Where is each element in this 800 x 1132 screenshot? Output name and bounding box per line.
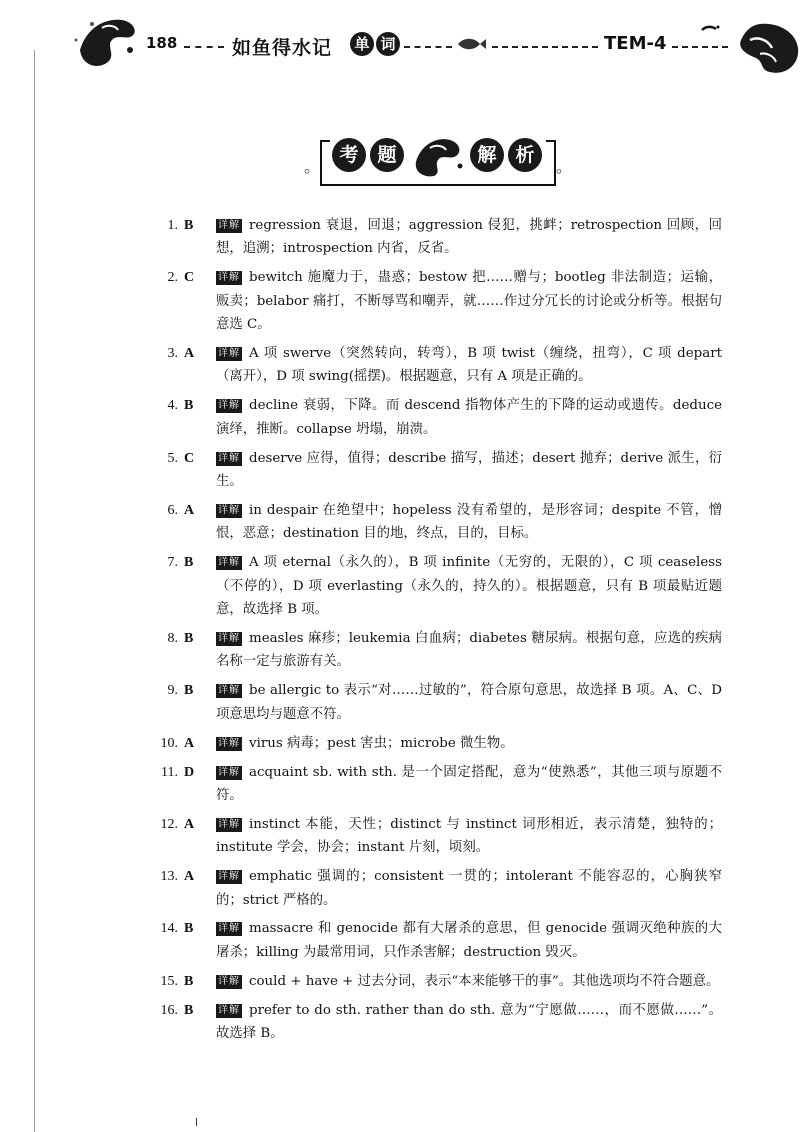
explanation-tag: 详解 <box>218 272 240 284</box>
explanation-text: measles 麻疹；leukemia 白血病；diabetes 糖尿病。根据句意，应选的疾病名称一定与旅游有关。 <box>216 631 722 670</box>
explanation-tag: 详解 <box>218 737 240 749</box>
item-number: 8. <box>167 631 178 646</box>
explanation-tag: 详解 <box>218 975 240 987</box>
header-dash <box>672 46 728 48</box>
list-item <box>152 447 722 494</box>
answer-letter: A <box>184 869 195 885</box>
header-dash <box>404 46 452 48</box>
banner-dot-right: 。 <box>556 157 573 176</box>
item-number: 2. <box>167 270 178 286</box>
explanation-text: bewitch 施魔力于，蛊惑；bestow 把……赠与；bootleg 非法制造；运输，贩卖；belabor 痛打，不断辱骂和嘲弄，就……作过分冗长的讨论或分析等。根据句意选 C。 <box>216 270 722 333</box>
answer-letter: B <box>184 683 194 699</box>
explanation-tag: 详解 <box>218 818 240 830</box>
explanation-tag: 详解 <box>218 504 240 516</box>
list-item <box>152 917 722 964</box>
item-number: 4. <box>167 398 178 414</box>
explanation-text: be allergic to 表示“对……过敏的”，符合原句意思，故选择 B 项。A、C、D 项意思均与题意不符。 <box>216 683 722 722</box>
answer-letter: C <box>184 270 195 286</box>
explanation-text: massacre 和 genocide 都有大屠杀的意思，但 genocide 强调灭绝种族的大屠杀；killing 为最常用词，只作杀害解；destruction 毁灭。 <box>216 921 722 960</box>
circle-char-1: 单 <box>350 32 374 56</box>
explanation-tag: 详解 <box>218 348 240 360</box>
fish-icon <box>456 36 486 52</box>
explanation-tag: 详解 <box>218 766 240 778</box>
list-item <box>152 761 722 808</box>
explanation-tag: 详解 <box>218 400 240 412</box>
item-number: 13. <box>160 869 178 885</box>
answer-letter: A <box>184 346 195 362</box>
list-item <box>152 499 722 546</box>
explanation-text: decline 衰弱，下降。而 descend 指物体产生的下降的运动或遗传。deduce 演绎，推断。collapse 坍塌，崩溃。 <box>216 398 722 437</box>
explanation-text: deserve 应得，值得；describe 描写，描述；desert 抛弃；derive 派生，衍生。 <box>216 450 722 490</box>
list-item <box>152 394 722 441</box>
explanation-text: could + have + 过去分词，表示“本来能够干的事”。其他选项均不符合题意。 <box>249 973 720 989</box>
explanation-text: prefer to do sth. rather than do sth. 意为“宁愿做……，而不愿做……”。故选择 B。 <box>216 1002 722 1042</box>
item-number: 15. <box>160 973 178 989</box>
ink-splash-icon <box>72 10 142 72</box>
header-dash <box>492 46 598 48</box>
explanation-tag: 详解 <box>218 220 240 231</box>
item-number: 10. <box>160 735 178 751</box>
answer-letter: A <box>184 502 195 518</box>
item-number: 12. <box>160 816 178 832</box>
explanation-tag: 详解 <box>218 871 240 883</box>
answer-letter: B <box>184 921 194 937</box>
answer-letter: B <box>184 973 194 989</box>
answer-letter: B <box>184 398 194 414</box>
list-item <box>152 999 722 1046</box>
explanation-tag: 详解 <box>218 452 240 464</box>
ink-splash-icon <box>730 18 800 78</box>
ink-brush-icon <box>410 132 466 178</box>
answer-letter: C <box>184 450 195 466</box>
explanation-tag: 详解 <box>218 633 240 644</box>
list-item <box>152 266 722 336</box>
page-header <box>0 0 800 80</box>
item-number: 11. <box>161 764 178 780</box>
item-number: 6. <box>167 502 178 518</box>
banner-badge-4: 析 <box>508 138 542 172</box>
list-item <box>152 679 722 726</box>
explanation-tag: 详解 <box>218 557 240 569</box>
list-item <box>152 342 722 389</box>
ink-speck-icon <box>700 24 720 34</box>
answer-letter: A <box>184 735 195 751</box>
explanation-tag: 详解 <box>218 685 240 697</box>
answer-letter: D <box>184 764 195 780</box>
banner-badge-3: 解 <box>470 138 504 172</box>
explanation-tag: 详解 <box>218 923 240 935</box>
item-number: 5. <box>167 450 178 466</box>
explanation-text: instinct 本能，天性；distinct 与 instinct 词形相近，表示清楚，独特的；institute 学会，协会；instant 片刻，顷刻。 <box>216 816 722 856</box>
page-mark <box>196 1118 197 1126</box>
explanation-text: regression 衰退，回退；aggression 侵犯，挑衅；retrospection 回顾，回想，追溯；introspection 内省，反省。 <box>216 218 722 257</box>
list-item <box>152 970 722 993</box>
book-title: 如鱼得水记 <box>232 37 333 59</box>
list-item <box>152 813 722 860</box>
list-item <box>152 627 722 674</box>
list-item <box>152 551 722 621</box>
section-banner <box>302 132 572 188</box>
answer-letter: A <box>184 816 195 832</box>
answer-letter: B <box>184 631 194 646</box>
answer-explanation-list <box>152 214 722 1051</box>
banner-badge-1: 考 <box>332 138 366 172</box>
item-number: 1. <box>167 218 178 233</box>
item-number: 3. <box>167 346 178 362</box>
explanation-tag: 详解 <box>218 1004 240 1016</box>
item-number: 16. <box>160 1002 178 1018</box>
answer-letter: B <box>184 555 194 571</box>
header-dash <box>184 46 224 48</box>
list-item <box>152 732 722 755</box>
page-margin-rule <box>34 50 35 1132</box>
banner-badge-2: 题 <box>370 138 404 172</box>
explanation-text: A 项 swerve（突然转向，转弯），B 项 twist（缠绕，扭弯），C 项 depart（离开），D 项 swing(摇摆)。根据题意，只有 A 项是正确的。 <box>216 346 722 385</box>
item-number: 14. <box>160 921 178 937</box>
explanation-text: acquaint sb. with sth. 是一个固定搭配，意为“使熟悉”，其他三项与原题不符。 <box>216 764 722 803</box>
explanation-text: in despair 在绝望中；hopeless 没有希望的，是形容词；despite 不管，憎恨，恶意；destination 目的地，终点，目的，目标。 <box>216 502 722 542</box>
exam-label: TEM-4 <box>604 33 667 54</box>
item-number: 9. <box>167 683 178 699</box>
banner-dot-left: 。 <box>304 157 321 176</box>
list-item <box>152 865 722 912</box>
explanation-text: A 项 eternal（永久的），B 项 infinite（无穷的，无限的），C 项 ceaseless（不停的），D 项 everlasting（永久的，持久的）。根据题意，只有 B 项最贴近题意，故选择 B 项。 <box>216 555 722 618</box>
explanation-text: virus 病毒；pest 害虫；microbe 微生物。 <box>249 735 514 751</box>
page-number: 188 <box>146 34 178 52</box>
answer-letter: B <box>184 218 194 233</box>
circle-char-2: 词 <box>376 32 400 56</box>
list-item <box>152 214 722 261</box>
answer-letter: B <box>184 1002 194 1018</box>
item-number: 7. <box>167 555 178 571</box>
explanation-text: emphatic 强调的；consistent 一贯的；intolerant 不能容忍的，心胸狭窄的；strict 严格的。 <box>216 869 722 908</box>
